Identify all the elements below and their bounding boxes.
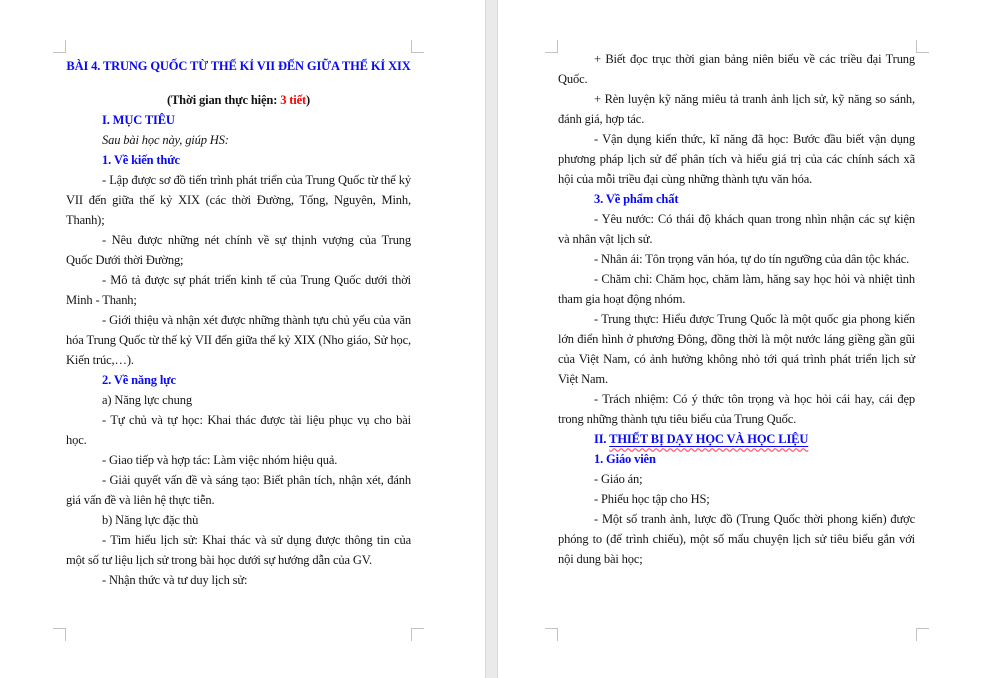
text-boundary-mark: [411, 40, 424, 53]
text-boundary-mark: [53, 628, 66, 641]
capacity-specific-item-1[interactable]: - Tìm hiểu lịch sử: Khai thác và sử dụng được thông tin của một số tư liệu lịch sử trong bài học dưới sự hướng dẫn của GV.: [66, 533, 411, 567]
text-boundary-mark: [411, 628, 424, 641]
duration-suffix: ): [306, 93, 311, 107]
label-nang-luc-chung[interactable]: a) Năng lực chung: [102, 393, 192, 407]
continued-item-2[interactable]: + Rèn luyện kỹ năng miêu tả tranh ảnh lịch sử, kỹ năng so sánh, đánh giá, hợp tác.: [558, 92, 915, 126]
document-page-1[interactable]: [0, 0, 485, 678]
heading-ve-kien-thuc[interactable]: 1. Về kiến thức: [102, 153, 180, 167]
knowledge-item-3[interactable]: - Mô tả được sự phát triển kinh tế của Trung Quốc dưới thời Minh - Thanh;: [66, 273, 411, 307]
duration-value: 3 tiết: [280, 93, 307, 107]
teacher-item-2[interactable]: - Phiếu học tập cho HS;: [594, 492, 710, 506]
heading-muc-tieu[interactable]: I. MỤC TIÊU: [102, 113, 175, 127]
heading-ve-nang-luc[interactable]: 2. Về năng lực: [102, 373, 176, 387]
text-boundary-mark: [916, 628, 929, 641]
quality-item-3[interactable]: - Chăm chỉ: Chăm học, chăm làm, hăng say học hỏi và nhiệt tình tham gia hoạt động nhóm.: [558, 272, 915, 306]
text-boundary-mark: [545, 628, 558, 641]
capacity-specific-item-2[interactable]: - Nhận thức và tư duy lịch sử:: [102, 573, 248, 587]
text-boundary-mark: [53, 40, 66, 53]
heading-thiet-bi-number: II.: [594, 432, 610, 446]
text-boundary-mark: [916, 40, 929, 53]
label-nang-luc-dac-thu[interactable]: b) Năng lực đặc thù: [102, 513, 199, 527]
quality-item-1[interactable]: - Yêu nước: Có thái độ khách quan trong nhìn nhận các sự kiện và nhân vật lịch sử.: [558, 212, 915, 246]
heading-thiet-bi-day-hoc[interactable]: [558, 429, 915, 449]
duration-prefix: (Thời gian thực hiện:: [166, 93, 281, 107]
continued-item-1[interactable]: + Biết đọc trục thời gian bảng niên biểu về các triều đại Trung Quốc.: [558, 52, 915, 86]
page-1-content: [66, 56, 411, 590]
quality-item-4[interactable]: - Trung thực: Hiểu được Trung Quốc là một quốc gia phong kiến lớn điển hình ở phương Đông, đồng thời là một nước láng giềng gần gũi của Việt Nam, có ảnh hưởng không nhỏ tới quá trình phát triển lịch sử Việt Nam.: [558, 312, 915, 386]
knowledge-item-1[interactable]: - Lập được sơ đồ tiến trình phát triển của Trung Quốc từ thế kỷ VII đến giữa thế kỷ XIX (các thời Đường, Tống, Nguyên, Minh, Thanh);: [66, 173, 411, 227]
teacher-item-3[interactable]: - Một số tranh ảnh, lược đồ (Trung Quốc thời phong kiến) được phóng to (để trình chiếu), một số mẩu chuyện lịch sử tiêu biểu gắn với nội dung bài học;: [558, 512, 915, 566]
page-2-content: [558, 49, 915, 569]
text-boundary-mark: [545, 40, 558, 53]
document-title[interactable]: BÀI 4. TRUNG QUỐC TỪ THẾ KỈ VII ĐẾN GIỮA THẾ KỈ XIX: [66, 59, 411, 73]
knowledge-item-4[interactable]: - Giới thiệu và nhận xét được những thành tựu chủ yếu của văn hóa Trung Quốc từ thế kỷ VII đến giữa thế kỷ XIX (Nho giáo, Sử học, Kiến trúc,…).: [66, 313, 411, 367]
heading-thiet-bi-text: THIẾT BỊ DẠY HỌC VÀ HỌC LIỆU: [609, 432, 809, 446]
capacity-general-item-2[interactable]: - Giao tiếp và hợp tác: Làm việc nhóm hiệu quả.: [102, 453, 338, 467]
quality-item-2[interactable]: - Nhân ái: Tôn trọng văn hóa, tự do tín ngưỡng của dân tộc khác.: [594, 252, 910, 266]
capacity-general-item-3[interactable]: - Giải quyết vấn đề và sáng tạo: Biết phân tích, nhận xét, đánh giá vấn đề và liên hệ thực tiễn.: [66, 473, 411, 507]
knowledge-item-2[interactable]: - Nêu được những nét chính về sự thịnh vượng của Trung Quốc Dưới thời Đường;: [66, 233, 411, 267]
document-page-2[interactable]: [498, 0, 983, 678]
continued-item-3[interactable]: - Vận dụng kiến thức, kĩ năng đã học: Bước đầu biết vận dụng phương pháp lịch sử để phân tích và hiểu giá trị của các chính sách xã hội của mỗi triều đại cùng những thành tựu văn hóa.: [558, 132, 915, 186]
teacher-item-1[interactable]: - Giáo án;: [594, 472, 643, 486]
heading-ve-pham-chat[interactable]: 3. Về phẩm chất: [594, 192, 679, 206]
quality-item-5[interactable]: - Trách nhiệm: Có ý thức tôn trọng và học hỏi cái hay, cái đẹp trong những thành tựu tiêu biểu của Trung Quốc.: [558, 392, 915, 426]
heading-thiet-bi-underlined: [609, 432, 808, 446]
duration-line[interactable]: [66, 90, 411, 110]
page-gutter: [485, 0, 498, 678]
capacity-general-item-1[interactable]: - Tự chủ và tự học: Khai thác được tài liệu phục vụ cho bài học.: [66, 413, 411, 447]
intro-note[interactable]: Sau bài học này, giúp HS:: [102, 133, 229, 147]
heading-giao-vien[interactable]: 1. Giáo viên: [594, 452, 656, 466]
